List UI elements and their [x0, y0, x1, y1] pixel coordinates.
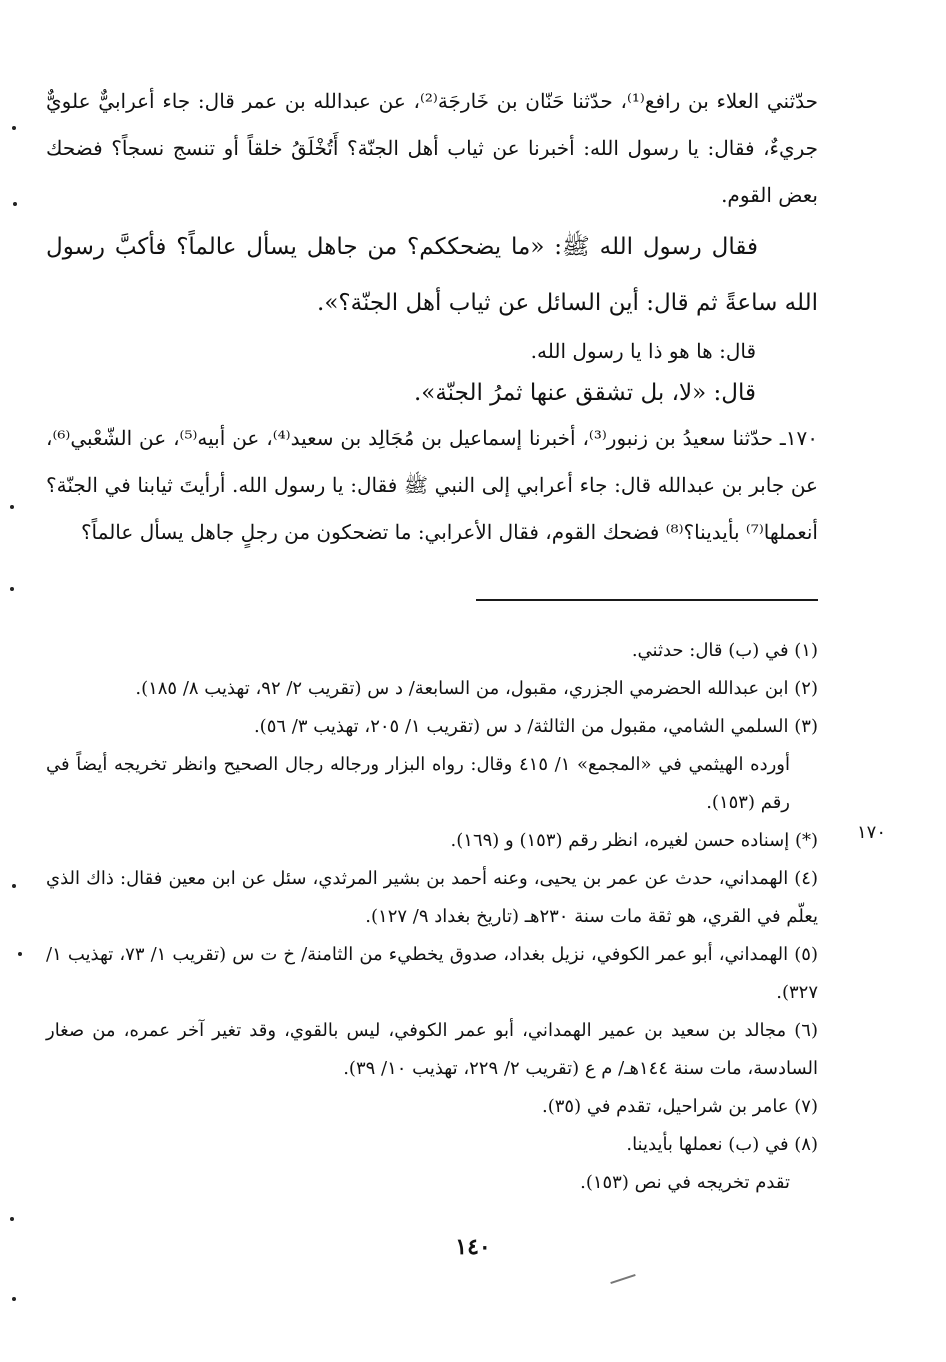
page-number: ١٤٠ [455, 1234, 491, 1260]
footnote-6: (٦) مجالد بن سعيد بن عمير الهمداني، أبو عمر الكوفي، ليس بالقوي، وقد تغير آخر عمره، من صغار السادسة، مات سنة ١٤٤هـ/ م ع (تقريب ٢/ ٢٢٩، تهذيب ١٠/ ٣٩). [46, 1020, 818, 1079]
footnote-1: (١) في (ب) قال: حدثني. [631, 640, 818, 661]
hadith-line-answer: قال: «لا، بل تشقق عنها ثمرُ الجنّة». [413, 380, 756, 406]
footnote-4: (٤) الهمداني، حدث عن عمر بن يحيى، وعنه أحمد بن بشير المرثدي، سئل عن ابن معين فقال: ذاك الذي يعلّم في القري، هو ثقة مات سنة ٢٣٠هـ (تاريخ بغداد ٩/ ١٢٧). [46, 868, 818, 927]
scan-speck [12, 884, 16, 888]
hadith-paragraph-1: حدّثني العلاء بن رافع⁽¹⁾، حدّثنا حَنّان بن خَارجَة⁽²⁾، عن عبدالله بن عمر قال: جاء أعرابيٌّ علويٌّ جريءٌ، فقال: يا رسول الله: أخبرنا عن ثياب أهل الجنّة؟ أَتُخْلَقُ خلقاً أو تنسج نسجاً؟ فضحك بعض القوم. [46, 89, 819, 207]
footnote-3: (٣) السلمي الشامي، مقبول من الثالثة/ د س (تقريب ١/ ٢٠٥، تهذيب ٣/ ٥٦). [253, 716, 818, 737]
pen-mark [610, 1274, 635, 1284]
scan-speck [18, 952, 22, 956]
footnotes [46, 632, 818, 1202]
scan-speck [12, 1297, 16, 1301]
hadith-170-paragraph: ١٧٠ـ حدّثنا سعيدُ بن زنبور⁽³⁾، أخبرنا إسماعيل بن مُجَالِد بن سعيد⁽⁴⁾، عن أبيه⁽⁵⁾، عن الشّعْبي⁽⁶⁾، عن جابر بن عبدالله قال: جاء أعرابي إلى النبي ﷺ فقال: يا رسول الله. أرأيتَ ثيابنا في الجنّة؟ أنعملها⁽⁷⁾ بأيدينا؟⁽⁸⁾ فضحك القوم، فقال الأعرابي: ما تضحكون من رجلٍ جاهل يسأل عالماً؟ [46, 426, 818, 544]
footnote-7: (٧) عامر بن شراحيل، تقدم في (٣٥). [541, 1096, 818, 1117]
scan-speck [10, 505, 14, 509]
footnote-3-takhrij: أورده الهيثمي في «المجمع» ١/ ٤١٥ وقال: رواه البزار ورجاله رجال الصحيح وانظر تخريجه أيضاً في رقم (١٥٣). [46, 754, 790, 813]
main-text [46, 78, 818, 556]
scan-speck [12, 126, 16, 130]
hadith-line-reply: قال: ها هو ذا يا رسول الله. [530, 339, 756, 363]
scan-speck [13, 202, 17, 206]
hadith-paragraph-2: فقال رسول الله ﷺ: «ما يضحككم؟ من جاهل يسأل عالماً؟ فأكبَّ رسول الله ساعةً ثم قال: أين السائل عن ثياب أهل الجنّة؟». [46, 234, 818, 316]
margin-hadith-number: ١٧٠ [856, 822, 886, 843]
footnote-8-takhrij: تقدم تخريجه في نص (١٥٣). [580, 1172, 790, 1193]
scan-speck [10, 587, 14, 591]
footnote-divider [476, 599, 818, 601]
scan-speck [10, 1217, 14, 1221]
footnote-2: (٢) ابن عبدالله الحضرمي الجزري، مقبول، من السابعة/ د س (تقريب ٢/ ٩٢، تهذيب ٨/ ١٨٥). [135, 678, 818, 699]
footnote-star: (*) إسناده حسن لغيره، انظر رقم (١٥٣) و (١٦٩). [450, 830, 818, 851]
footnote-5: (٥) الهمداني، أبو عمر الكوفي، نزيل بغداد، صدوق يخطيء من الثامنة/ خ ت س (تقريب ١/ ٧٣، تهذيب ١/ ٣٢٧). [46, 944, 818, 1003]
footnote-8: (٨) في (ب) نعملها بأيدينا. [626, 1134, 818, 1155]
